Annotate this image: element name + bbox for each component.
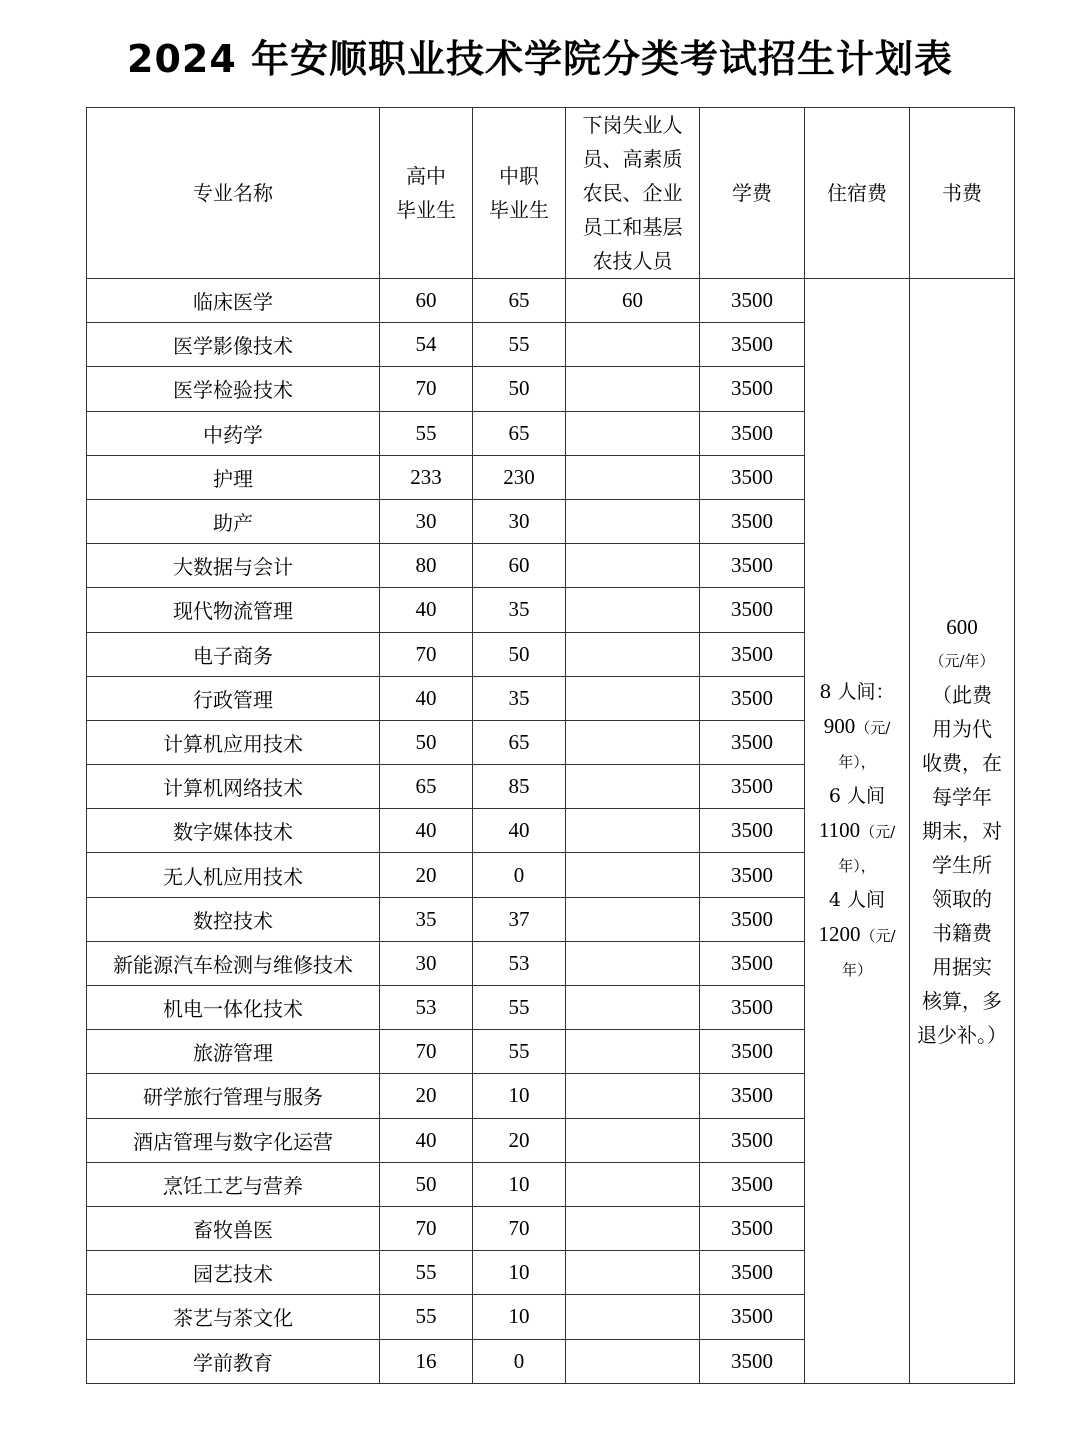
tuition-cell: 3500 (700, 765, 805, 809)
special-group-count (566, 1251, 700, 1295)
header-tuition: 学费 (700, 108, 805, 279)
major-cell: 新能源汽车检测与维修技术 (87, 941, 380, 985)
high-school-count: 70 (380, 1030, 473, 1074)
major-cell: 计算机应用技术 (87, 720, 380, 764)
vocational-count: 20 (473, 1118, 566, 1162)
major-cell: 现代物流管理 (87, 588, 380, 632)
header-special-group: 下岗失业人 员、高素质 农民、企业 员工和基层 农技人员 (566, 108, 700, 279)
book-note-line: 领取的 (932, 886, 992, 911)
tuition-cell: 3500 (700, 632, 805, 676)
dorm-line: 年）， (838, 752, 876, 771)
high-school-count: 50 (380, 720, 473, 764)
special-group-count (566, 720, 700, 764)
vocational-count: 10 (473, 1251, 566, 1295)
vocational-count: 0 (473, 1339, 566, 1383)
special-group-count (566, 1295, 700, 1339)
book-note-line: 核算，多 (922, 988, 1002, 1013)
special-group-count (566, 853, 700, 897)
book-note-line: 期末，对 (922, 818, 1002, 843)
vocational-count: 70 (473, 1206, 566, 1250)
major-cell: 电子商务 (87, 632, 380, 676)
special-group-count (566, 499, 700, 543)
high-school-count: 60 (380, 279, 473, 323)
high-school-count: 55 (380, 1295, 473, 1339)
special-group-count (566, 676, 700, 720)
vocational-count: 50 (473, 632, 566, 676)
tuition-cell: 3500 (700, 941, 805, 985)
page-title: 2024 年安顺职业技术学院分类考试招生计划表 (127, 37, 953, 81)
high-school-count: 40 (380, 588, 473, 632)
special-group-count (566, 1118, 700, 1162)
major-cell: 学前教育 (87, 1339, 380, 1383)
high-school-count: 30 (380, 941, 473, 985)
tuition-cell: 3500 (700, 1118, 805, 1162)
tuition-cell: 3500 (700, 853, 805, 897)
table-body (87, 279, 1015, 1384)
vocational-count: 10 (473, 1162, 566, 1206)
special-group-count (566, 411, 700, 455)
book-amount: 600 (946, 614, 978, 639)
major-cell: 护理 (87, 455, 380, 499)
vocational-count: 40 (473, 809, 566, 853)
book-note-line: （此费 (932, 682, 992, 707)
high-school-count: 233 (380, 455, 473, 499)
header-high-school: 高中 毕业生 (380, 108, 473, 279)
high-school-count: 54 (380, 323, 473, 367)
book-note-line: 用据实 (932, 954, 992, 979)
tuition-cell: 3500 (700, 1162, 805, 1206)
tuition-cell: 3500 (700, 1251, 805, 1295)
vocational-count: 65 (473, 279, 566, 323)
dorm-line: 8 人间： (819, 680, 895, 703)
tuition-cell: 3500 (700, 1295, 805, 1339)
book-note-line: 用为代 (932, 716, 992, 741)
major-cell: 茶艺与茶文化 (87, 1295, 380, 1339)
major-cell: 无人机应用技术 (87, 853, 380, 897)
book-note-line: 退少补。） (917, 1022, 1007, 1047)
special-group-count (566, 544, 700, 588)
major-cell: 临床医学 (87, 279, 380, 323)
high-school-count: 70 (380, 1206, 473, 1250)
vocational-count: 37 (473, 897, 566, 941)
tuition-cell: 3500 (700, 411, 805, 455)
tuition-cell: 3500 (700, 1074, 805, 1118)
vocational-count: 65 (473, 411, 566, 455)
major-cell: 行政管理 (87, 676, 380, 720)
high-school-count: 20 (380, 853, 473, 897)
major-cell: 数控技术 (87, 897, 380, 941)
header-major: 专业名称 (87, 108, 380, 279)
tuition-cell: 3500 (700, 323, 805, 367)
special-group-count (566, 809, 700, 853)
table-row (87, 279, 1015, 323)
dorm-line: 1200（元/ (818, 921, 896, 946)
vocational-count: 35 (473, 588, 566, 632)
special-group-count (566, 1162, 700, 1206)
high-school-count: 55 (380, 411, 473, 455)
special-group-count (566, 765, 700, 809)
major-cell: 研学旅行管理与服务 (87, 1074, 380, 1118)
dorm-line: 年）， (838, 856, 876, 875)
high-school-count: 65 (380, 765, 473, 809)
tuition-cell: 3500 (700, 720, 805, 764)
dorm-line: 6 人间 (828, 784, 886, 807)
book-note-line: 书籍费 (932, 920, 992, 945)
high-school-count: 40 (380, 809, 473, 853)
vocational-count: 30 (473, 499, 566, 543)
book-note-line: 学生所 (932, 852, 992, 877)
vocational-count: 53 (473, 941, 566, 985)
dorm-line: 4 人间 (828, 888, 886, 911)
book-note-line: 每学年 (932, 784, 992, 809)
major-cell: 计算机网络技术 (87, 765, 380, 809)
special-group-count (566, 323, 700, 367)
high-school-count: 35 (380, 897, 473, 941)
book-note-line: 收费，在 (922, 750, 1002, 775)
vocational-count: 55 (473, 986, 566, 1030)
high-school-count: 70 (380, 632, 473, 676)
special-group-count (566, 367, 700, 411)
header-dorm: 住宿费 (805, 108, 910, 279)
tuition-cell: 3500 (700, 1030, 805, 1074)
vocational-count: 35 (473, 676, 566, 720)
special-group-count (566, 897, 700, 941)
enrollment-table (86, 107, 1015, 1384)
high-school-count: 30 (380, 499, 473, 543)
tuition-cell: 3500 (700, 279, 805, 323)
book-unit: （元/年） (929, 651, 995, 670)
tuition-cell: 3500 (700, 897, 805, 941)
special-group-count (566, 941, 700, 985)
major-cell: 医学影像技术 (87, 323, 380, 367)
special-group-count (566, 1339, 700, 1383)
dorm-line: 1100（元/ (818, 817, 896, 842)
special-group-count (566, 1030, 700, 1074)
major-cell: 中药学 (87, 411, 380, 455)
high-school-count: 20 (380, 1074, 473, 1118)
high-school-count: 53 (380, 986, 473, 1030)
tuition-cell: 3500 (700, 986, 805, 1030)
major-cell: 医学检验技术 (87, 367, 380, 411)
major-cell: 园艺技术 (87, 1251, 380, 1295)
tuition-cell: 3500 (700, 544, 805, 588)
major-cell: 机电一体化技术 (87, 986, 380, 1030)
special-group-count (566, 588, 700, 632)
special-group-count (566, 1206, 700, 1250)
header-vocational: 中职 毕业生 (473, 108, 566, 279)
high-school-count: 16 (380, 1339, 473, 1383)
special-group-count (566, 986, 700, 1030)
vocational-count: 85 (473, 765, 566, 809)
dorm-line: 900（元/ (823, 713, 891, 738)
major-cell: 旅游管理 (87, 1030, 380, 1074)
tuition-cell: 3500 (700, 499, 805, 543)
vocational-count: 50 (473, 367, 566, 411)
high-school-count: 40 (380, 1118, 473, 1162)
high-school-count: 55 (380, 1251, 473, 1295)
dorm-fee-cell (805, 279, 910, 1384)
header-books: 书费 (910, 108, 1015, 279)
major-cell: 大数据与会计 (87, 544, 380, 588)
high-school-count: 70 (380, 367, 473, 411)
high-school-count: 40 (380, 676, 473, 720)
book-fee-cell (910, 279, 1015, 1384)
major-cell: 助产 (87, 499, 380, 543)
vocational-count: 65 (473, 720, 566, 764)
major-cell: 畜牧兽医 (87, 1206, 380, 1250)
special-group-count (566, 455, 700, 499)
tuition-cell: 3500 (700, 588, 805, 632)
header-row (87, 108, 1015, 279)
tuition-cell: 3500 (700, 455, 805, 499)
special-group-count (566, 1074, 700, 1118)
vocational-count: 55 (473, 1030, 566, 1074)
vocational-count: 10 (473, 1074, 566, 1118)
high-school-count: 80 (380, 544, 473, 588)
dorm-line: 年） (841, 960, 872, 979)
tuition-cell: 3500 (700, 1339, 805, 1383)
vocational-count: 55 (473, 323, 566, 367)
major-cell: 烹饪工艺与营养 (87, 1162, 380, 1206)
vocational-count: 0 (473, 853, 566, 897)
vocational-count: 10 (473, 1295, 566, 1339)
special-group-count: 60 (566, 279, 700, 323)
special-group-count (566, 632, 700, 676)
vocational-count: 60 (473, 544, 566, 588)
major-cell: 酒店管理与数字化运营 (87, 1118, 380, 1162)
tuition-cell: 3500 (700, 1206, 805, 1250)
tuition-cell: 3500 (700, 367, 805, 411)
tuition-cell: 3500 (700, 676, 805, 720)
vocational-count: 230 (473, 455, 566, 499)
high-school-count: 50 (380, 1162, 473, 1206)
major-cell: 数字媒体技术 (87, 809, 380, 853)
tuition-cell: 3500 (700, 809, 805, 853)
